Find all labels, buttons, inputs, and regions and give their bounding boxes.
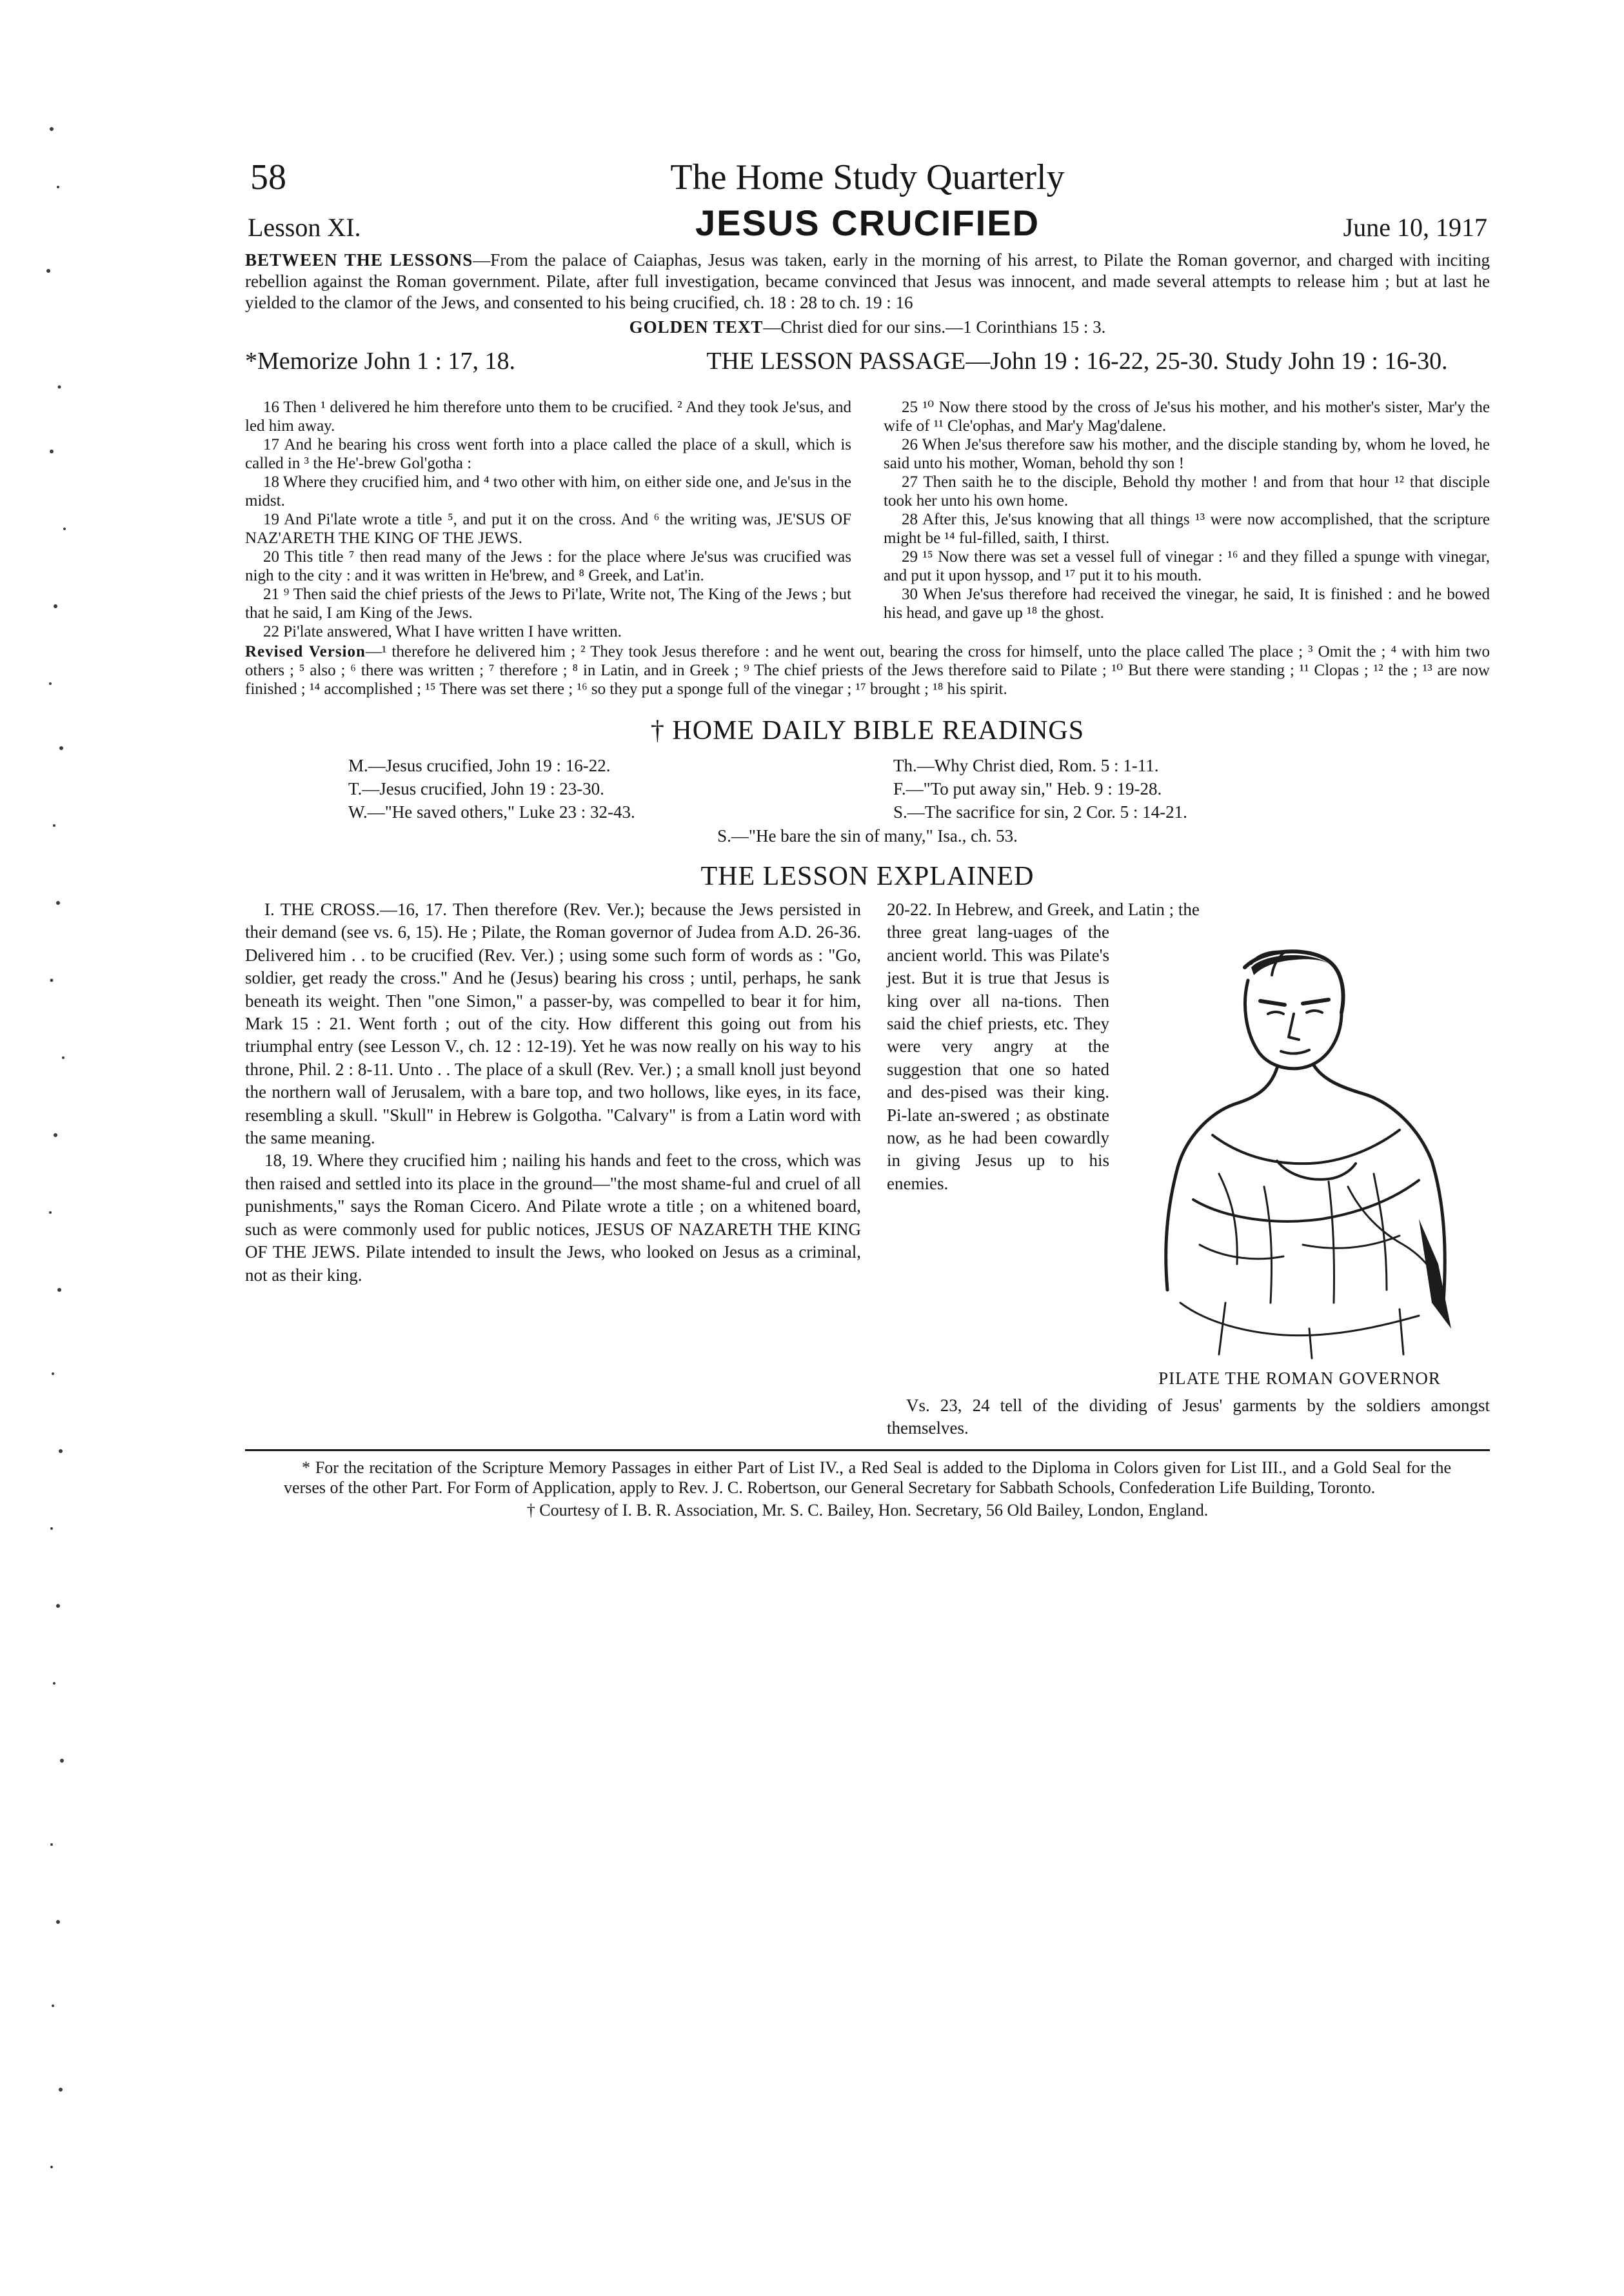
verse: 30 When Je'sus therefore had received the vinegar, he said, It is finished : and he bowed his head, and gave up ¹⁸ the ghost.	[884, 586, 1490, 622]
page-number: 58	[250, 157, 286, 197]
lesson-number: Lesson XI.	[248, 213, 361, 242]
between-label: BETWEEN THE LESSONS	[245, 250, 473, 270]
explained-paragraph: I. THE CROSS.—16, 17. Then therefore (Rev. Ver.); because the Jews persisted in their demand (see vs. 6, 15). He ; Pilate, the Roman governor of Judea from A.D. 26-36. Delivered him . . to be crucified (Rev. Ver.) ; using some such form of words as : "Go, soldier, get ready the cross." And he (Jesus) bearing his cross ; until, perhaps, he sank beneath its weight. Then "one Simon," a passer-by, was compelled to bear it for him, Mark 15 : 21. Went forth ; out of the city. How different this going out from his triumphal entry (see Lesson V., ch. 12 : 12-19). Yet he was now really on his way to his throne, Phil. 2 : 8-11. Unto . . The place of a skull (Rev. Ver.) ; a small knoll just beyond the northern wall of Jerusalem, with a bare top, and two hollows, like eyes, in its face, resembling a skull. "Skull" in Hebrew is Golgotha. "Calvary" is from a Latin word with the same meaning.	[245, 900, 861, 1148]
revised-text: —¹ therefore he delivered him ; ² They took Jesus therefore : and he went out, bearing the cross for himself, unto the place called The place ; ³ Omit the ; ⁴ with him two others ; ⁵ also ; ⁶ there was written ; ⁷ therefore ; ⁸ in Latin, and in Greek ; ⁹ The chief priests of the Jews therefore said to Pilate ; ¹⁰ But there were standing ; ¹¹ Clopas ; ¹² the ; ¹³ are now finished ; ¹⁴ accomplished ; ¹⁵ There was set there ; ¹⁶ so they put a sponge full of the vinegar ; ¹⁷ brought ; ¹⁸ his spirit.	[245, 643, 1490, 698]
illustration-block	[1109, 921, 1490, 1390]
passage-column-right	[884, 398, 1490, 641]
running-head: The Home Study Quarterly	[670, 157, 1065, 197]
verse: 29 ¹⁵ Now there was set a vessel full of vinegar : ¹⁶ and they filled a spunge with vinegar, and put it upon hyssop, and ¹⁷ put it to his mouth.	[884, 548, 1490, 584]
reading-item: Th.—Why Christ died, Rom. 5 : 1-11.	[893, 756, 1159, 775]
footnotes	[284, 1458, 1451, 1520]
lesson-passage-heading	[245, 346, 1490, 393]
reading-item: W.—"He saved others," Luke 23 : 32-43.	[348, 802, 635, 822]
daily-readings-list	[348, 754, 1412, 824]
explained-narrow-text: three great lang-uages of the ancient world. This was Pilate's jest. But it is true that Jesus is king over all na-tions. Then said the chief priests, etc. They were very angry at the suggestion that one so hated and des-pised was their king. Pi-late an-swered ; as obstinate now, as he had been cowardly in giving Jesus up to his enemies.	[887, 922, 1109, 1193]
explained-column-right	[887, 898, 1490, 1440]
footnote-divider	[245, 1449, 1490, 1451]
golden-text	[245, 317, 1490, 337]
verse: 26 When Je'sus therefore saw his mother, and the disciple standing by, whom he loved, he said unto his mother, Woman, behold thy son !	[884, 436, 1490, 472]
verse: 19 And Pi'late wrote a title ⁵, and put it on the cross. And ⁶ the writing was, JE'SUS OF NAZ'ARETH THE KING OF THE JEWS.	[245, 511, 851, 547]
lesson-date: June 10, 1917	[1343, 213, 1487, 242]
courtesy-footnote: † Courtesy of I. B. R. Association, Mr. S. C. Bailey, Hon. Secretary, 56 Old Bailey, London, England.	[526, 1500, 1209, 1519]
revised-version-notes	[245, 642, 1490, 698]
verse: 18 Where they crucified him, and ⁴ two other with him, on either side one, and Je'sus in the midst.	[245, 473, 851, 510]
verse: 28 After this, Je'sus knowing that all things ¹³ were now accomplished, that the scripture might be ¹⁴ ful-filled, saith, I thirst.	[884, 511, 1490, 547]
lesson-passage-text	[245, 398, 1490, 641]
passage-column-left	[245, 398, 851, 641]
between-text: —From the palace of Caiaphas, Jesus was taken, early in the morning of his arrest, to Pilate the Roman governor, and charged with inciting rebellion against the Roman government. Pilate, after full investigation, became convinced that Jesus was innocent, and made several attempts to release him ; but at last he yielded to the clamor of the Jews, and consented to his being crucified, ch. 18 : 28 to ch. 19 : 16	[245, 250, 1490, 312]
reading-item-last: S.—"He bare the sin of many," Isa., ch. 53.	[717, 826, 1018, 846]
reading-item: T.—Jesus crucified, John 19 : 23-30.	[348, 779, 604, 798]
verse: 27 Then saith he to the disciple, Behold thy mother ! and from that hour ¹² that disciple took her unto his own home.	[884, 473, 1490, 510]
explained-vs-note: Vs. 23, 24 tell of the dividing of Jesus' garments by the soldiers amongst themselves.	[887, 1395, 1490, 1438]
explained-paragraph: 18, 19. Where they crucified him ; nailing his hands and feet to the cross, which was then raised and settled into its place in the ground—"the most shame-ful and cruel of all punishments," says the Roman Cicero. And Pilate wrote a title ; on a whitened board, such as were commonly used for public notices, JESUS OF NAZARETH THE KING OF THE JEWS. Pilate intended to insult the Jews, who looked on Jesus as a criminal, not as their king.	[245, 1151, 861, 1285]
lesson-explained-title: THE LESSON EXPLAINED	[700, 862, 1035, 891]
reading-item: F.—"To put away sin," Heb. 9 : 19-28.	[893, 779, 1162, 798]
verse: 25 ¹⁰ Now there stood by the cross of Je'sus his mother, and his mother's sister, Mar'y the wife of ¹¹ Cle'ophas, and Mar'y Mag'dalene.	[884, 399, 1490, 435]
reading-item: M.—Jesus crucified, John 19 : 16-22.	[348, 756, 611, 775]
explained-right-flow	[887, 921, 1490, 1390]
document-page	[245, 139, 1490, 1520]
explained-column-left	[245, 898, 861, 1440]
scan-margin-specks	[13, 116, 84, 2244]
verse: 22 Pi'late answered, What I have written I have written.	[263, 623, 622, 640]
illustration-caption: PILATE THE ROMAN GOVERNOR	[1158, 1369, 1441, 1389]
lesson-heading	[245, 197, 1490, 247]
golden-body: —Christ died for our sins.—1 Corinthians 15 : 3.	[763, 317, 1106, 337]
reading-item: S.—The sacrifice for sin, 2 Cor. 5 : 14-21.	[893, 802, 1187, 822]
verse: 20 This title ⁷ then read many of the Jews : for the place where Je'sus was crucified was nigh to the city : and it was written in He'brew, and ⁸ Greek, and Lat'in.	[245, 548, 851, 584]
memory-footnote: * For the recitation of the Scripture Memory Passages in either Part of List IV., a Red Seal is added to the Diploma in Colors given for List III., and a Gold Seal for the verses of the other Part. For Form of Application, apply to Rev. J. C. Robertson, our General Secretary for Sabbath Schools, Confederation Life Building, Toronto.	[284, 1458, 1451, 1497]
verse: 17 And he bearing his cross went forth into a place called the place of a skull, which is called in ³ the He'-brew Gol'gotha :	[245, 436, 851, 472]
lesson-passage-title: THE LESSON PASSAGE—John 19 : 16-22, 25-30. Study John 19 : 16-30.	[706, 348, 1448, 375]
memorize-note: *Memorize John 1 : 17, 18.	[245, 348, 516, 375]
between-the-lessons	[245, 250, 1490, 313]
verse: 16 Then ¹ delivered he him therefore unto them to be crucified. ² And they took Je'sus, and led him away.	[245, 399, 851, 435]
revised-label: Revised Version	[245, 643, 366, 660]
daily-readings-title: † HOME DAILY BIBLE READINGS	[650, 716, 1085, 746]
lesson-explained-body	[245, 898, 1490, 1440]
page-header	[245, 139, 1490, 197]
lesson-title: JESUS CRUCIFIED	[695, 203, 1040, 243]
explained-right-lead: 20-22. In Hebrew, and Greek, and Latin ; the	[887, 900, 1200, 919]
golden-label: GOLDEN TEXT	[629, 317, 764, 337]
verse: 21 ⁹ Then said the chief priests of the Jews to Pi'late, Write not, The King of the Jews ; but that he said, I am King of the Jews.	[245, 586, 851, 622]
pilate-portrait-engraving	[1116, 942, 1477, 1361]
